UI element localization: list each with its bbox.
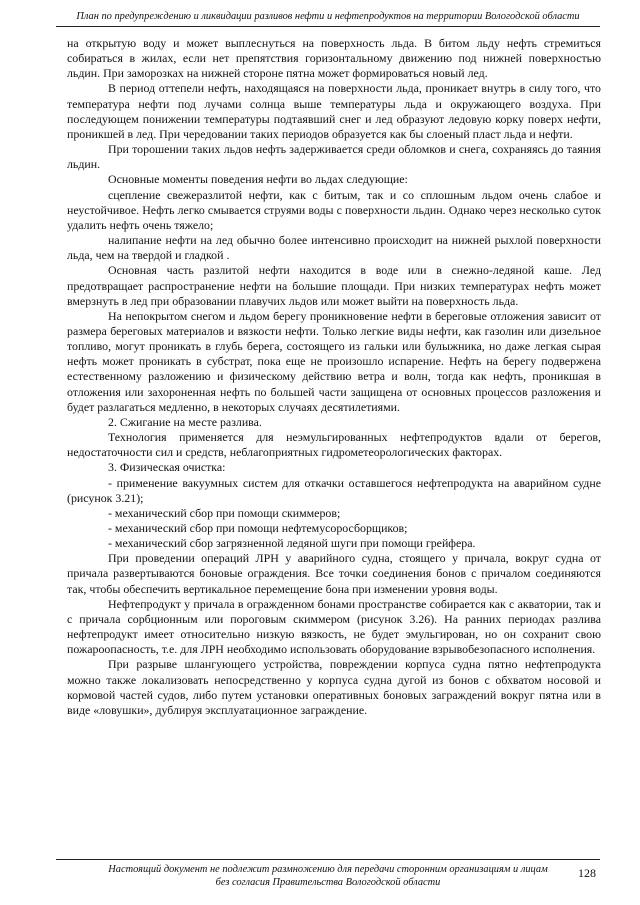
paragraph: При торошении таких льдов нефть задерживается среди обломков и снега, сохраняясь до таяния льдин.: [67, 142, 601, 172]
footer-notice: [56, 863, 600, 889]
page-number: 128: [578, 866, 596, 880]
paragraph: Нефтепродукт у причала в огражденном бонами пространстве собирается как с акватории, так и с причала сорбционным или пороговым скиммером (рисунок 3.26). На ранних периодах разлива нефтепродукт имеет относительно низкую вязкость, не будет эмульгирован, но он сохранит свою пожароопасность, т.е. для ЛРН необходимо использовать оборудование взрывобезопасного исполнения.: [67, 596, 601, 657]
paragraph: Основная часть разлитой нефти находится в воде или в снежно-ледяной каше. Лед предотвращает распространение нефти на большие площади. При низких температурах нефть может вмерзнуть в лед при образовании плавучих льдов или может выйти на поверхность льда.: [67, 263, 601, 308]
page-footer: [56, 859, 600, 889]
section-heading: 3. Физическая очистка:: [108, 460, 226, 475]
paragraph: налипание нефти на лед обычно более интенсивно происходит на нижней рыхлой поверхности льда, чем на твердой и гладкой .: [67, 233, 601, 263]
paragraph: сцепление свежеразлитой нефти, как с битым, так и со сплошным льдом очень слабое и неустойчивое. Нефть легко смывается струями воды с поверхности льдин. Однако через несколько суток удалить нефть очень тяжело;: [67, 187, 601, 232]
footer-line-2: без согласия Правительства Вологодской области: [215, 877, 441, 888]
paragraph: На непокрытом снегом и льдом берегу проникновение нефти в береговые отложения зависит от размера береговых материалов и вязкости нефти. Только легкие виды нефти, как газолин или дизельное топливо, могут проникать в глубь берега, состоящего из гальки или булыжника, но даже легкая сырая нефть может проникать в субстрат, пока еще не произошло испарение. Нефть на берегу подвержена естественному разложению и физическому действию ветра и волн, тогда как нефть, проникшая в отложения или захороненная нефть по большей части защищена от основных процессов разложения и будет разлагаться медленно, в некоторых случаях десятилетиями.: [67, 308, 601, 414]
paragraph: При проведении операций ЛРН у аварийного судна, стоящего у причала, вокруг судна от причала развертываются боновые ограждения. Все точки соединения бонов с причалом соединяются так, чтобы обеспечить вертикальное перемещение бона при изменении уровня воды.: [67, 551, 601, 596]
paragraph: В период оттепели нефть, находящаяся на поверхности льда, проникает внутрь в силу того, что температура нефти под лучами солнца выше температуры льда и окружающего воздуха. При последующем понижении температуры подтаявший снег и лед образуют ледовую корку поверх нефти, проникшей в лед. При чередовании таких периодов образуется как бы слоеный пласт льда и нефти.: [67, 81, 601, 141]
document-body: [67, 36, 601, 718]
list-item: - механический сбор загрязненной ледяной шуги при помощи грейфера.: [108, 536, 476, 551]
list-item: - механический сбор при помощи нефтемусоросборщиков;: [108, 521, 408, 535]
paragraph: Основные моменты поведения нефти во льдах следующие:: [108, 172, 408, 187]
header-title: План по предупреждению и ликвидации разливов нефти и нефтепродуктов на территории Вологодской области: [76, 11, 580, 22]
paragraph: При разрыве шлангующего устройства, повреждении корпуса судна пятно нефтепродукта можно также локализовать непосредственно у корпуса судна дугой из бонов с обхватом носовой и кормовой частей судов, либо путем установки оперативных боновых заграждений вокруг пятна или в виде «ловушки», дублируя эксплуатационное заграждение.: [67, 657, 601, 717]
paragraph: на открытую воду и может выплеснуться на поверхность льда. В битом льду нефть стремиться собираться в жилах, если нет препятствия горизонтальному движению под нижней поверхностью льдин. При заморозках на нижней стороне пятна может формироваться новый лед.: [67, 36, 601, 81]
footer-line-1: Настоящий документ не подлежит размножению для передачи сторонним организациям и лицам: [108, 864, 548, 875]
page-header: [56, 10, 600, 27]
section-heading: 2. Сжигание на месте разлива.: [108, 414, 262, 429]
list-item: - механический сбор при помощи скиммеров;: [108, 505, 341, 520]
list-item: - применение вакуумных систем для откачки оставшегося нефтепродукта на аварийном судне (рисунок 3.21);: [67, 475, 601, 505]
paragraph: Технология применяется для неэмульгированных нефтепродуктов вдали от берегов, недостаточности сил и средств, неблагоприятных гидрометеорологических факторах.: [67, 430, 601, 460]
